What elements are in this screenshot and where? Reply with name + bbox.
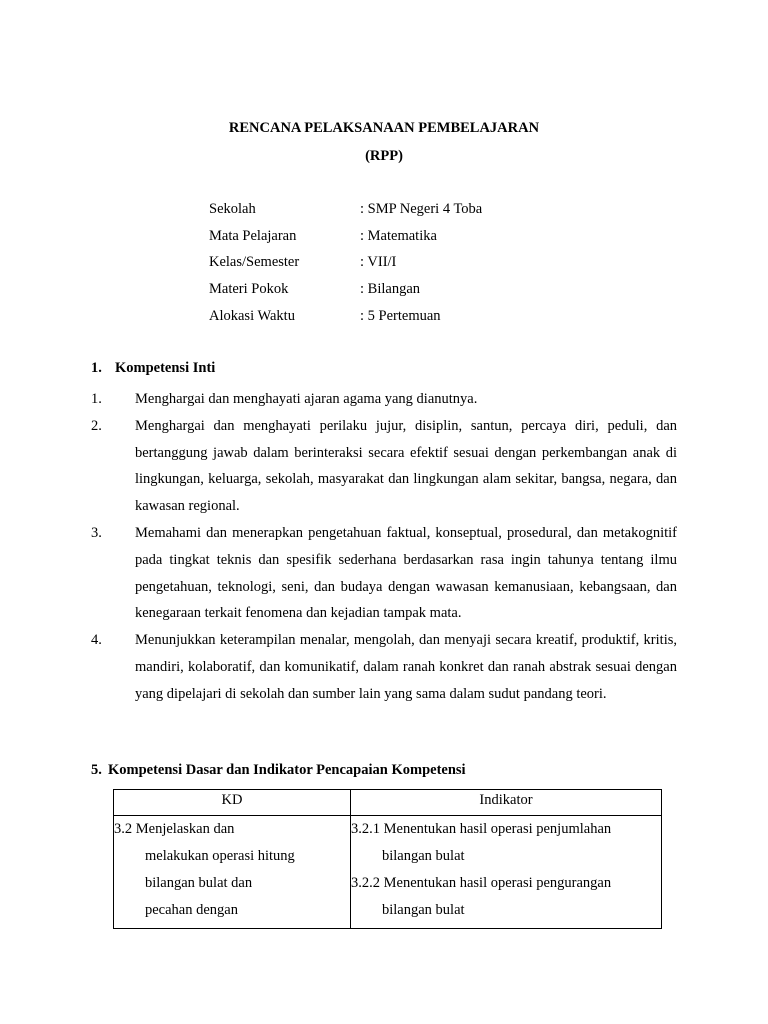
indicator-line: 3.2.1 Menentukan hasil operasi penjumlahan <box>351 821 612 837</box>
kd-line: bilangan bulat dan <box>145 875 253 891</box>
section-title: Kompetensi Dasar dan Indikator Pencapaian Kompetensi <box>108 762 466 778</box>
info-row-main-material <box>209 280 482 307</box>
list-item-number: 3. <box>91 524 102 541</box>
kd-line: 3.2 Menjelaskan dan <box>114 821 235 837</box>
kompetensi-inti-list <box>91 386 677 708</box>
list-item <box>91 413 677 520</box>
list-item <box>91 627 677 707</box>
info-row-school <box>209 200 482 227</box>
indicator-line: 3.2.2 Menentukan hasil operasi pengurangan <box>351 875 612 891</box>
kd-cell <box>114 816 351 929</box>
indicator-cell <box>351 816 662 929</box>
info-row-subject <box>209 227 482 254</box>
document-subtitle: (RPP) <box>365 148 403 164</box>
indicator-line: bilangan bulat <box>382 848 465 864</box>
info-label: Alokasi Waktu <box>209 307 295 324</box>
list-item <box>91 520 677 627</box>
info-row-class-semester <box>209 253 482 280</box>
section-number: 5. <box>91 762 102 778</box>
kd-line: pecahan dengan <box>145 902 238 918</box>
section-title: Kompetensi Inti <box>115 360 216 376</box>
indicator-line: bilangan bulat <box>382 902 465 918</box>
info-label: Sekolah <box>209 201 256 217</box>
kd-indicator-table <box>113 789 662 929</box>
list-item-number: 4. <box>91 632 102 649</box>
info-value: : Matematika <box>360 227 437 244</box>
section-heading-kompetensi-dasar <box>91 762 466 779</box>
table-header-row <box>114 790 662 816</box>
table-header-kd: KD <box>114 790 351 816</box>
info-value: : Bilangan <box>360 281 421 298</box>
info-label: Materi Pokok <box>209 281 289 298</box>
info-value: : SMP Negeri 4 Toba <box>360 201 483 217</box>
info-value: : VII/I <box>360 254 397 271</box>
list-item-number: 1. <box>91 391 102 407</box>
section-number: 1. <box>91 360 102 376</box>
table-header-indicator: Indikator <box>351 790 662 816</box>
identity-block <box>209 200 482 333</box>
list-item <box>91 386 677 413</box>
info-row-time-allocation <box>209 307 482 334</box>
list-item-text: Menghargai dan menghayati perilaku jujur, disiplin, santun, percaya diri, peduli, dan bertanggung jawab dalam berinteraksi secara efektif sesuai dengan perkembangan anak di lingkungan, keluarga, sekolah, masyarakat dan lingkungan alam sekitar, bangsa, negara, dan kawasan regional. <box>135 417 677 515</box>
info-label: Kelas/Semester <box>209 254 300 271</box>
list-item-text: Menghargai dan menghayati ajaran agama yang dianutnya. <box>135 391 478 407</box>
document-title: RENCANA PELAKSANAAN PEMBELAJARAN <box>228 120 540 136</box>
list-item-number: 2. <box>91 417 102 434</box>
list-item-text: Memahami dan menerapkan pengetahuan faktual, konseptual, prosedural, dan metakognitif pada tingkat teknis dan spesifik sederhana berdasarkan rasa ingin tahunya tentang ilmu pengetahuan, teknologi, seni, dan budaya dengan wawasan kemanusiaan, kebangsaan, dan kenegaraan terkait fenomena dan kejadian tampak mata. <box>135 524 677 622</box>
info-value: : 5 Pertemuan <box>360 307 441 324</box>
table-row <box>114 816 662 929</box>
list-item-text: Menunjukkan keterampilan menalar, mengolah, dan menyaji secara kreatif, produktif, kritis, mandiri, kolaboratif, dan komunikatif, dalam ranah konkret dan ranah abstrak sesuai dengan yang dipelajari di sekolah dan sumber lain yang sama dalam sudut pandang teori. <box>135 632 677 702</box>
info-label: Mata Pelajaran <box>209 227 297 244</box>
kd-line: melakukan operasi hitung <box>145 848 295 864</box>
section-heading-kompetensi-inti <box>91 360 215 377</box>
